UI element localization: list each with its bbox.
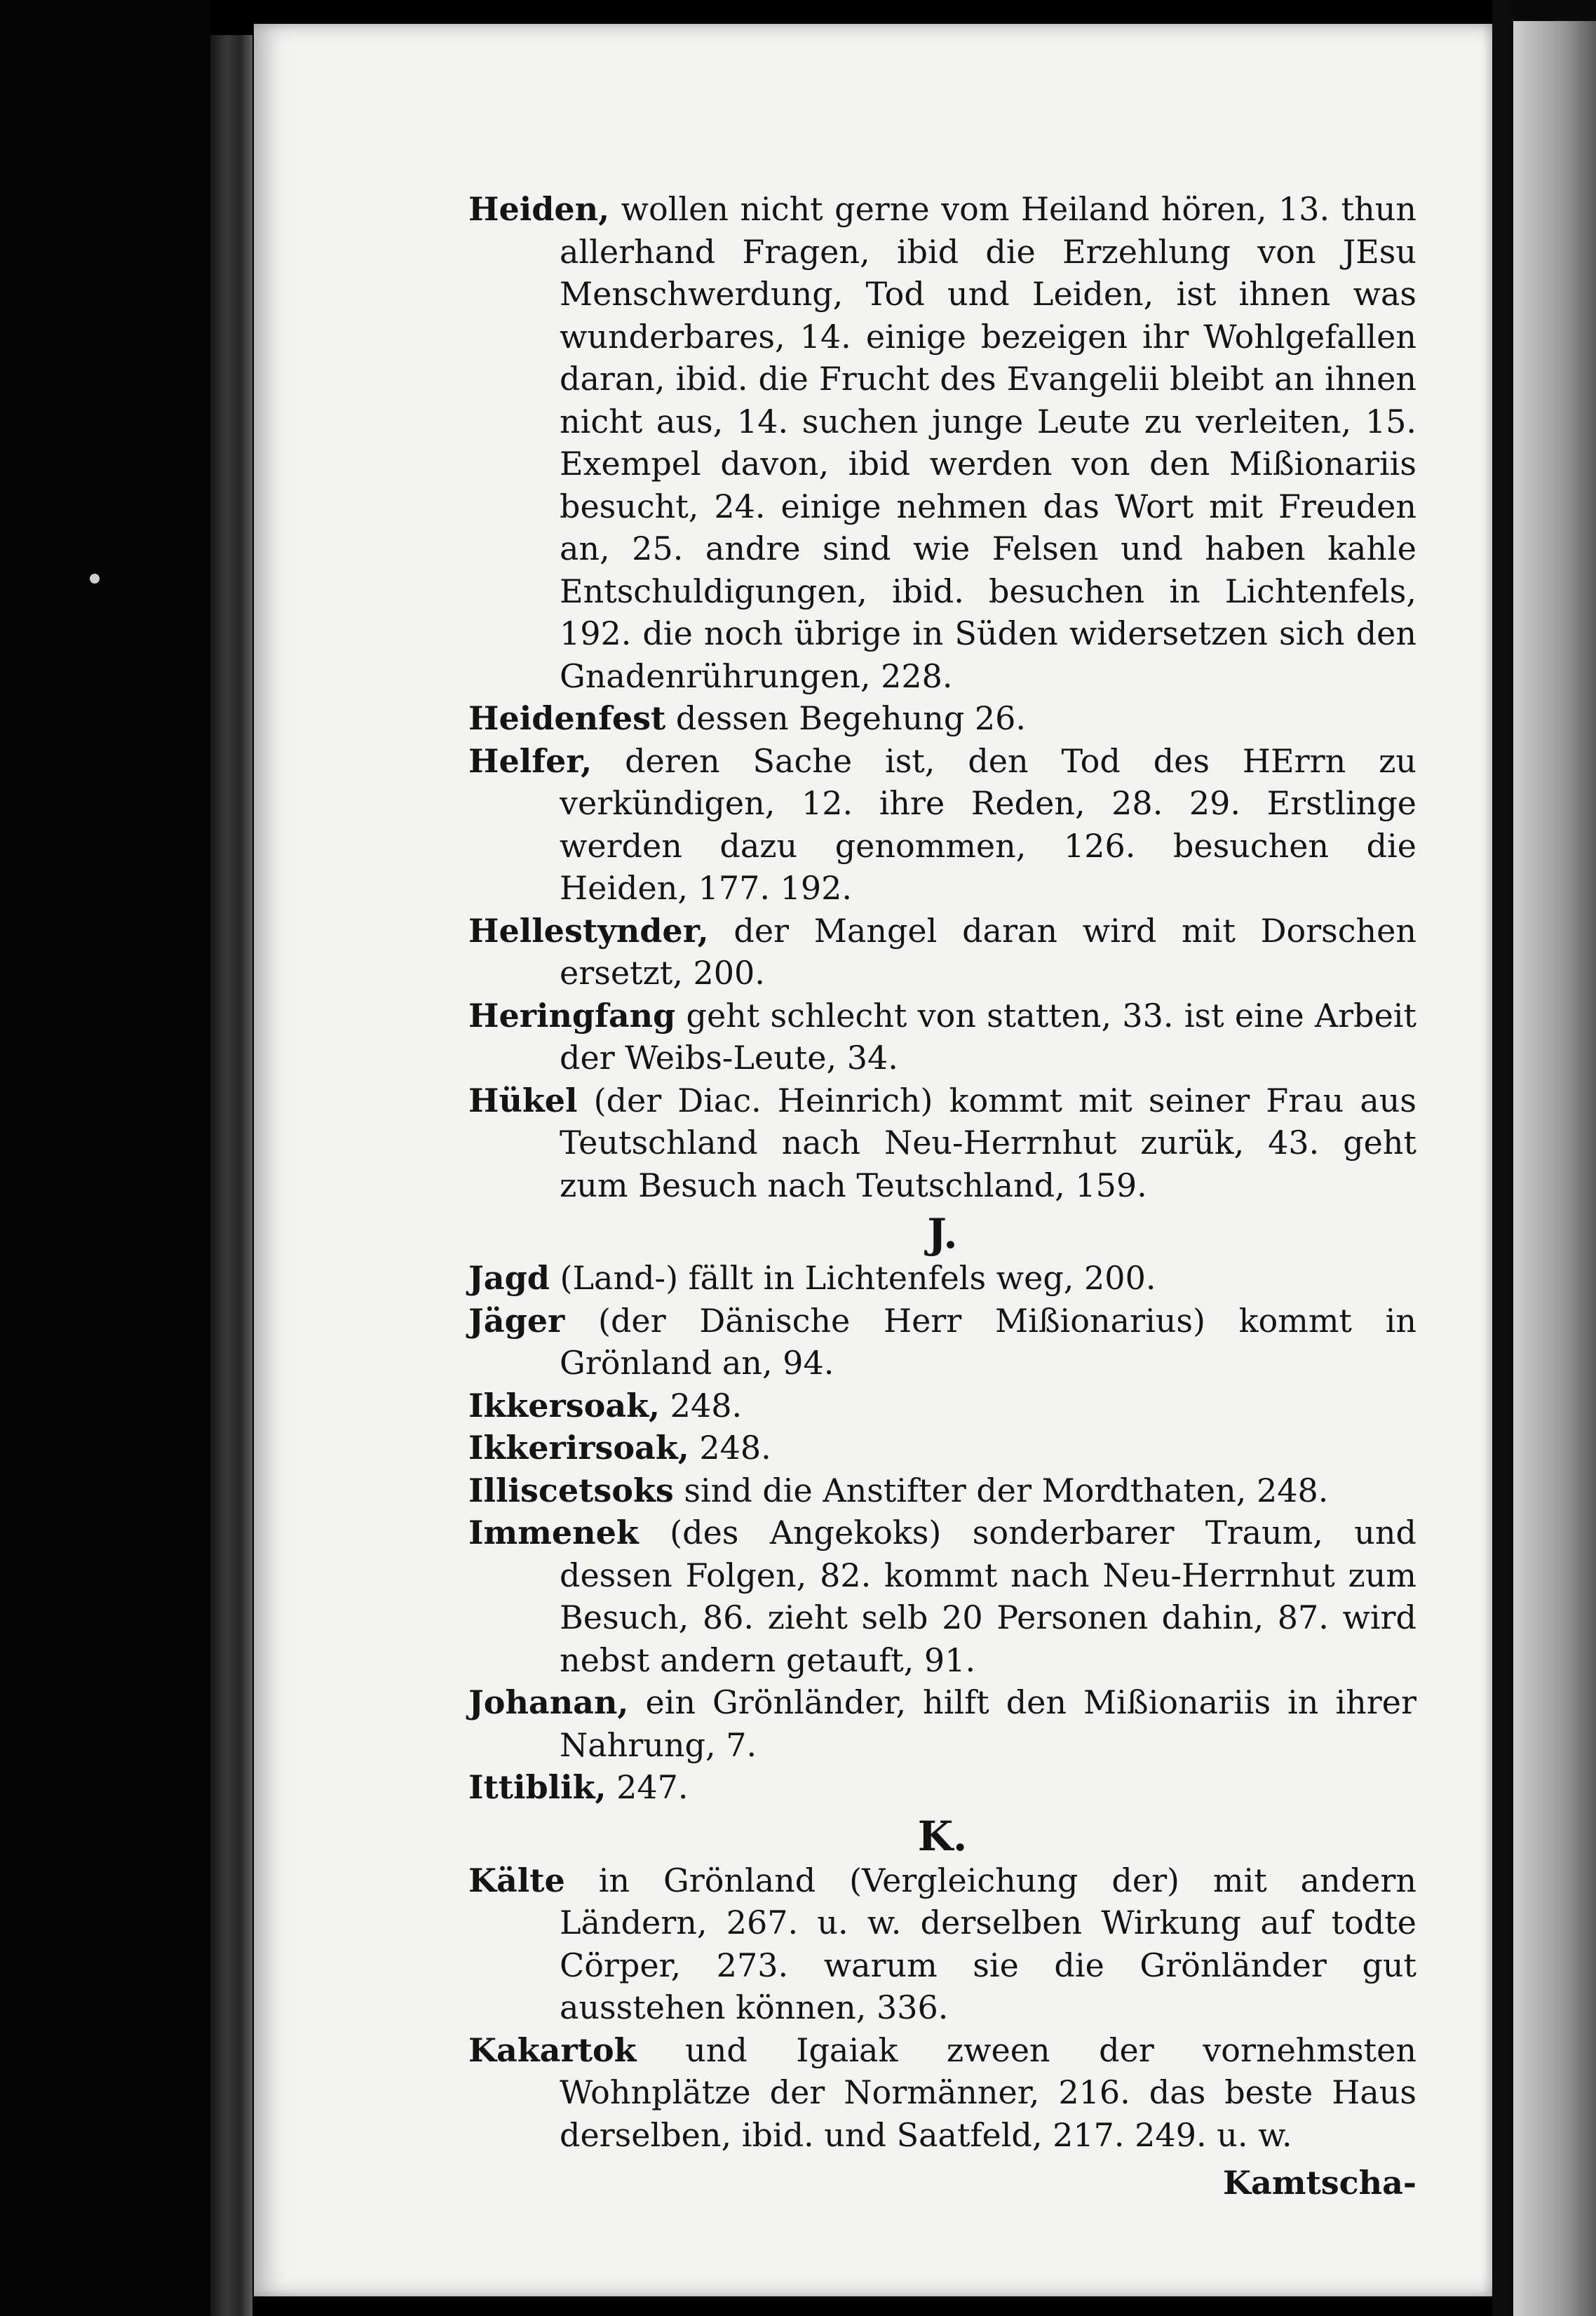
scan-background-left	[0, 0, 210, 2316]
book-spine	[210, 35, 252, 2316]
entry-headword: Helfer,	[468, 741, 593, 780]
entry-text: der Mangel daran wird mit Dorschen ersetzt, 200.	[560, 911, 1416, 992]
entry-headword: Ikkerirsoak,	[468, 1429, 689, 1467]
index-entry	[468, 740, 1416, 910]
entry-headword: Hellestynder,	[468, 911, 709, 950]
index-entry	[468, 1859, 1416, 2029]
entry-text: sind die Anstifter der Mordthaten, 248.	[684, 1471, 1329, 1509]
entry-text: 247.	[616, 1768, 689, 1806]
index-section-j	[468, 1257, 1416, 1809]
index-entry	[468, 1681, 1416, 1766]
entry-text: (der Diac. Heinrich) kommt mit seiner Frau aus Teutschland nach Neu-Herrnhut zurük, 43. geht zum Besuch nach Teutschland, 159.	[560, 1081, 1416, 1204]
entry-headword: Heiden,	[468, 190, 610, 228]
index-entry	[468, 188, 1416, 697]
entry-headword: Johanan,	[468, 1683, 629, 1721]
entry-text: 248.	[699, 1429, 771, 1467]
entry-text: deren Sache ist, den Tod des HErrn zu verkündigen, 12. ihre Reden, 28. 29. Erstlinge werden dazu genommen, 126. besuchen die Heiden, 177. 192.	[560, 741, 1416, 907]
index-entry	[468, 1512, 1416, 1681]
entry-headword: Jäger	[468, 1301, 565, 1340]
section-letter-k: K.	[917, 1812, 968, 1860]
index-text-block	[468, 188, 1416, 2204]
entry-text: und Igaiak zween der vornehmsten Wohnplätze der Normänner, 216. das beste Haus derselben, ibid. und Saatfeld, 217. 249. u. w.	[560, 2031, 1416, 2154]
next-page-sliver	[1513, 0, 1596, 2316]
entry-text: (der Dänische Herr Mißionarius) kommt in Grönland an, 94.	[560, 1301, 1416, 1382]
entry-headword: Ittiblik,	[468, 1768, 607, 1806]
entry-headword: Immenek	[468, 1514, 639, 1551]
page-edge-shadow	[1492, 0, 1513, 2316]
entry-headword: Kakartok	[468, 2031, 637, 2069]
entry-headword: Heidenfest	[468, 699, 666, 737]
entry-headword: Hükel	[468, 1081, 578, 1119]
index-entry	[468, 910, 1416, 995]
entry-text: (des Angekoks) sonderbarer Traum, und dessen Folgen, 82. kommt nach Neu-Herrnhut zum Besuch, 86. zieht selb 20 Personen dahin, 87. wird nebst andern getauft, 91.	[560, 1514, 1416, 1679]
entry-headword: Ikkersoak,	[468, 1386, 661, 1425]
index-entry	[468, 1766, 1416, 1809]
index-entry	[468, 1257, 1416, 1300]
entry-headword: Jagd	[468, 1259, 550, 1297]
entry-headword: Kälte	[468, 1861, 565, 1899]
entry-text: geht schlecht von statten, 33. ist eine Arbeit der Weibs-Leute, 34.	[560, 996, 1416, 1077]
entry-text: wollen nicht gerne vom Heiland hören, 13. thun allerhand Fragen, ibid die Erzehlung von JEsu Menschwerdung, Tod und Leiden, ist ihnen was wunderbares, 14. einige bezeigen ihr Wohlgefallen daran, ibid. die Frucht des Evangelii bleibt an ihnen nicht aus, 14. suchen junge Leute zu verleiten, 15. Exempel davon, ibid werden von den Mißionariis besucht, 24. einige nehmen das Wort mit Freuden an, 25. andre sind wie Felsen und haben kahle Entschuldigungen, ibid. besuchen in Lichtenfels, 192. die noch übrige in Süden widersetzen sich den Gnadenrührungen, 228.	[560, 190, 1416, 695]
entry-headword: Heringfang	[468, 996, 676, 1035]
index-section-k	[468, 1859, 1416, 2157]
index-entry	[468, 995, 1416, 1079]
index-section-h	[468, 188, 1416, 1206]
index-entry	[468, 1427, 1416, 1469]
entry-headword: Illiscetsoks	[468, 1471, 674, 1509]
dust-speck	[90, 574, 100, 584]
section-letter-j: J.	[927, 1210, 958, 1258]
index-entry	[468, 1469, 1416, 1512]
catchword: Kamtscha-	[1223, 2164, 1416, 2202]
entry-text: in Grönland (Vergleichung der) mit andern Ländern, 267. u. w. derselben Wirkung auf todte Cörper, 273. warum sie die Grönländer gut ausstehen können, 336.	[560, 1861, 1416, 2026]
index-entry	[468, 2029, 1416, 2157]
entry-text: ein Grönländer, hilft den Mißionariis in ihrer Nahrung, 7.	[560, 1683, 1417, 1764]
index-entry	[468, 697, 1416, 740]
index-entry	[468, 1079, 1416, 1207]
next-page-top-shadow	[1513, 0, 1596, 21]
index-entry	[468, 1385, 1416, 1427]
entry-text: (Land-) fällt in Lichtenfels weg, 200.	[560, 1259, 1156, 1297]
entry-text: 248.	[670, 1386, 743, 1425]
index-entry	[468, 1300, 1416, 1385]
entry-text: dessen Begehung 26.	[675, 699, 1027, 737]
